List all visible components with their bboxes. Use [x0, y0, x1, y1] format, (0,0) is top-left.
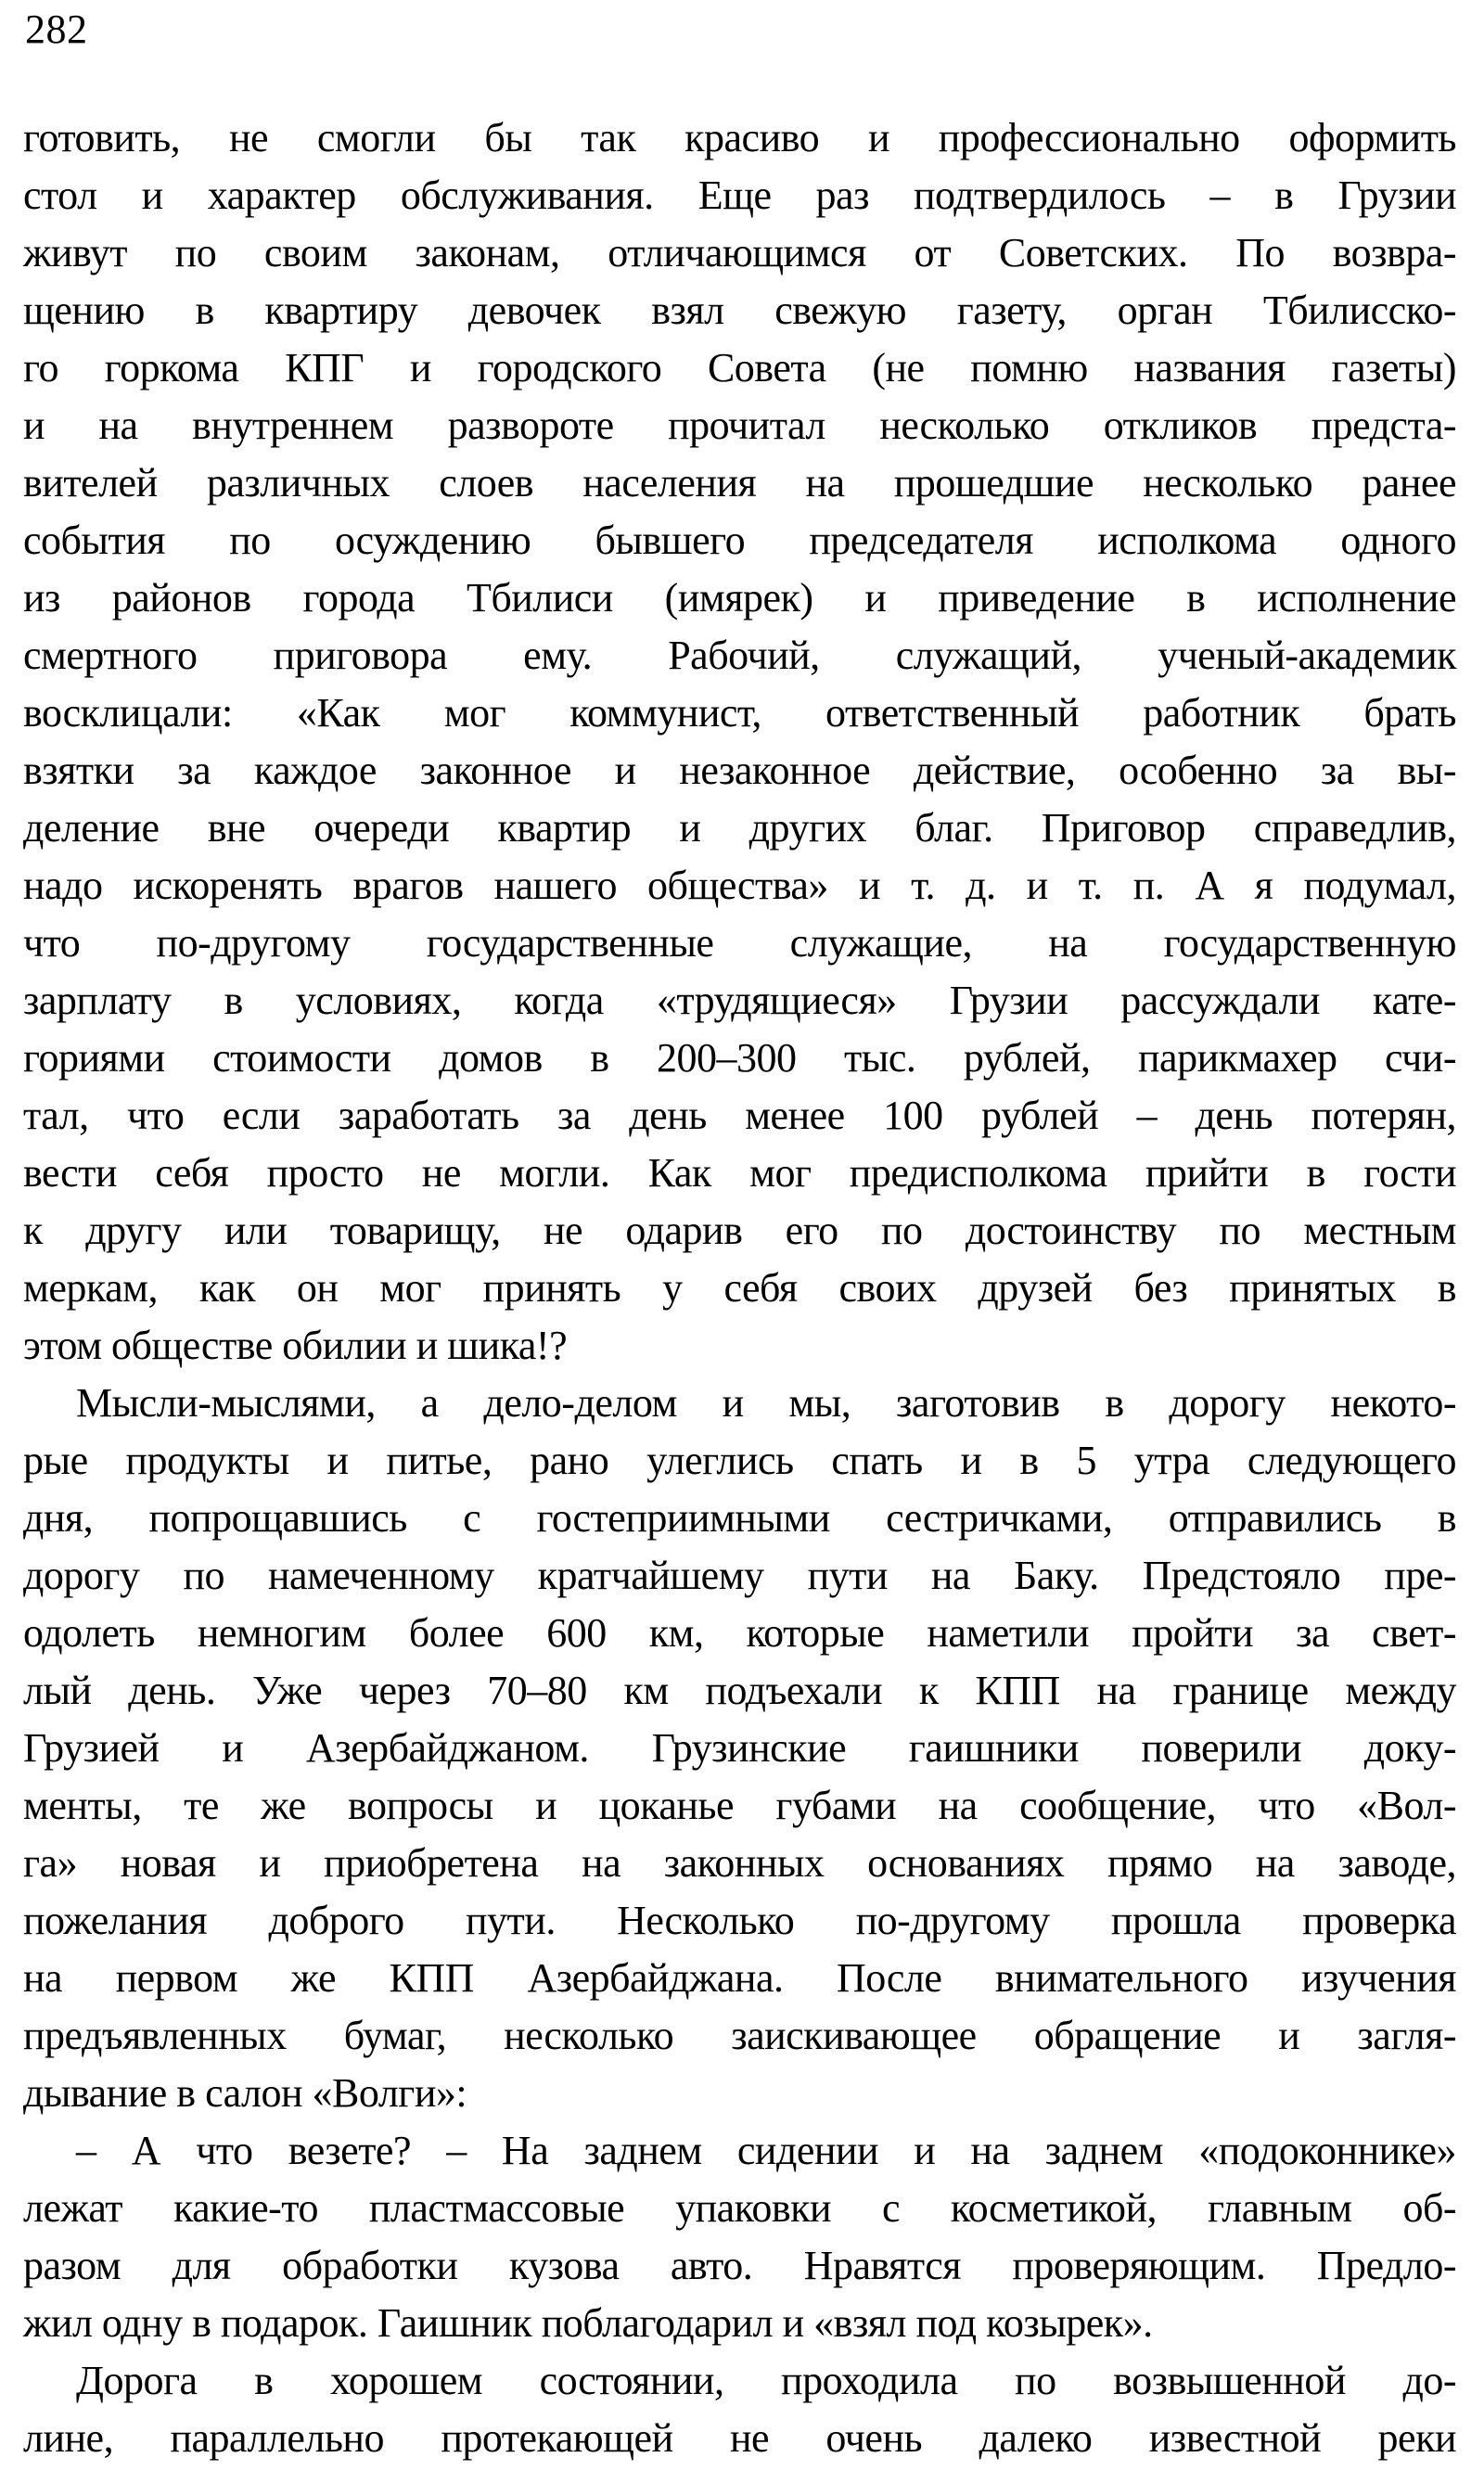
- text-line: меркам, как он мог принять у себя своих друзей без принятых в: [23, 1265, 1456, 1311]
- text-line: на первом же КПП Азербайджана. После внимательного изучения: [23, 1955, 1456, 2001]
- text-line: жил одну в подарок. Гаишник поблагодарил и «взял под козырек».: [23, 2300, 1153, 2346]
- text-line: га» новая и приобретена на законных основаниях прямо на заводе,: [23, 1840, 1456, 1886]
- text-line: Дорога в хорошем состоянии, проходила по возвышенной до-: [76, 2358, 1456, 2403]
- text-line: лежат какие-то пластмассовые упаковки с косметикой, главным об-: [23, 2185, 1456, 2231]
- text-line: разом для обработки кузова авто. Нравятся проверяющим. Предло-: [23, 2243, 1456, 2288]
- text-line: готовить, не смогли бы так красиво и профессионально оформить: [23, 115, 1456, 160]
- text-line: менты, те же вопросы и цоканье губами на сообщение, что «Вол-: [23, 1783, 1456, 1828]
- page-number: 282: [25, 6, 88, 52]
- text-line: щению в квартиру девочек взял свежую газету, орган Тбилисско-: [23, 288, 1456, 333]
- body-text: [23, 109, 1456, 2467]
- text-line: что по-другому государственные служащие, на государственную: [23, 920, 1456, 966]
- text-line: дня, попрощавшись с гостеприимными сестричками, отправились в: [23, 1495, 1456, 1541]
- text-line: го горкома КПГ и городского Совета (не помню названия газеты): [23, 345, 1456, 390]
- paragraph: [23, 109, 1456, 1375]
- text-line: дывание в салон «Волги»:: [23, 2070, 467, 2116]
- text-line: зарплату в условиях, когда «трудящиеся» Грузии рассуждали кате-: [23, 978, 1456, 1023]
- text-line: вителей различных слоев населения на прошедшие несколько ранее: [23, 460, 1456, 506]
- paragraph: [23, 2122, 1456, 2352]
- text-line: тал, что если заработать за день менее 100 рублей – день потерян,: [23, 1093, 1456, 1138]
- text-line: восклицали: «Как мог коммунист, ответственный работник брать: [23, 690, 1456, 736]
- text-line: этом обществе обилии и шика!?: [23, 1323, 568, 1368]
- text-line: Грузией и Азербайджаном. Грузинские гаишники поверили доку-: [23, 1725, 1456, 1771]
- text-line: вести себя просто не могли. Как мог предисполкома прийти в гости: [23, 1150, 1456, 1196]
- text-line: дорогу по намеченному кратчайшему пути на Баку. Предстояло пре-: [23, 1553, 1456, 1598]
- text-line: взятки за каждое законное и незаконное действие, особенно за вы-: [23, 748, 1456, 793]
- paragraph: [23, 1375, 1456, 2122]
- text-line: рые продукты и питье, рано улеглись спать и в 5 утра следующего: [23, 1438, 1456, 1483]
- text-line: – А что везете? – На заднем сидении и на заднем «подоконнике»: [76, 2128, 1456, 2173]
- text-line: деление вне очереди квартир и других благ. Приговор справедлив,: [23, 805, 1456, 851]
- text-line: гориями стоимости домов в 200–300 тыс. рублей, парикмахер счи-: [23, 1035, 1456, 1081]
- text-line: лый день. Уже через 70–80 км подъехали к КПП на границе между: [23, 1668, 1456, 1713]
- text-line: одолеть немногим более 600 км, которые наметили пройти за свет-: [23, 1610, 1456, 1656]
- paragraph: [23, 2352, 1456, 2467]
- text-line: к другу или товарищу, не одарив его по достоинству по местным: [23, 1208, 1456, 1253]
- text-line: Мысли-мыслями, а дело-делом и мы, заготовив в дорогу некото-: [76, 1380, 1456, 1426]
- text-line: лине, параллельно протекающей не очень далеко известной реки: [23, 2415, 1456, 2461]
- text-line: смертного приговора ему. Рабочий, служащий, ученый-академик: [23, 633, 1456, 678]
- text-line: события по осуждению бывшего председателя исполкома одного: [23, 518, 1456, 563]
- text-line: и на внутреннем развороте прочитал несколько откликов предста-: [23, 403, 1456, 448]
- text-line: предъявленных бумаг, несколько заискивающее обращение и загля-: [23, 2013, 1456, 2058]
- text-line: надо искоренять врагов нашего общества» и т. д. и т. п. А я подумал,: [23, 863, 1456, 908]
- text-line: живут по своим законам, отличающимся от Советских. По возвра-: [23, 230, 1456, 275]
- text-line: стол и характер обслуживания. Еще раз подтвердилось – в Грузии: [23, 173, 1456, 218]
- text-line: пожелания доброго пути. Несколько по-другому прошла проверка: [23, 1898, 1456, 1943]
- text-line: из районов города Тбилиси (имярек) и приведение в исполнение: [23, 575, 1456, 621]
